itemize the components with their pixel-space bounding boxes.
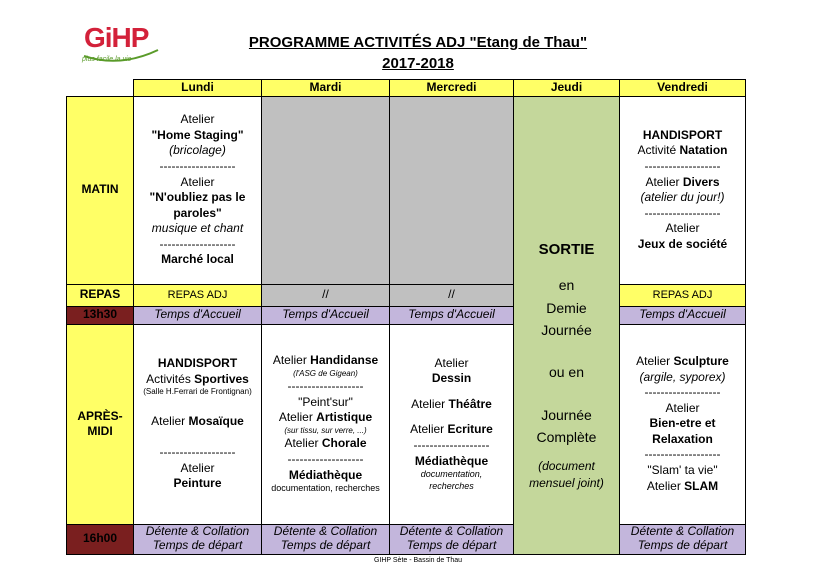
vendredi-accueil: Temps d'Accueil xyxy=(620,306,746,324)
accueil-row xyxy=(67,306,746,324)
page-subtitle: 2017-2018 xyxy=(382,55,454,72)
mardi-apres-midi: Atelier Handidanse (l'ASG de Gigean) ------------------- "Peint'sur" Atelier Artistique (sur tissu, sur verre, ...) Atelier Chorale ------------------- Médiathèque documentation, recherches xyxy=(262,324,390,524)
lundi-apres-midi: HANDISPORT Activités Sportives (Salle H.Ferrari de Frontignan) Atelier Mosaïque ------------------- Atelier Peinture xyxy=(134,324,262,524)
day-header: Vendredi xyxy=(620,80,746,97)
time-1330: 13h30 xyxy=(67,306,134,324)
vendredi-repas: REPAS ADJ xyxy=(620,284,746,306)
mardi-repas: // xyxy=(262,284,390,306)
mercredi-matin xyxy=(390,96,514,284)
mercredi-apres-midi: Atelier Dessin Atelier Théâtre Atelier Ecriture ------------------- Médiathèque documentation, recherches xyxy=(390,324,514,524)
schedule-table xyxy=(66,79,746,555)
mardi-depart: Détente & Collation Temps de départ xyxy=(262,524,390,554)
vendredi-apres-midi: Atelier Sculpture (argile, syporex) ------------------- Atelier Bien-etre et Relaxation ------------------- "Slam' ta vie" Atelier SLAM xyxy=(620,324,746,524)
footer: GIHP Sète - Bassin de Thau xyxy=(373,557,463,564)
vendredi-depart: Détente & Collation Temps de départ xyxy=(620,524,746,554)
day-header: Mercredi xyxy=(390,80,514,97)
lundi-matin: Atelier "Home Staging" (bricolage) ------------------- Atelier "N'oubliez pas le paroles" musique et chant ------------------- Marché local xyxy=(134,96,262,284)
depart-row xyxy=(67,524,746,554)
row-label-apres-midi: APRÈS- MIDI xyxy=(67,324,134,524)
header-row xyxy=(67,80,746,97)
vendredi-matin: HANDISPORT Activité Natation ------------------- Atelier Divers (atelier du jour!) ------------------- Atelier Jeux de société xyxy=(620,96,746,284)
jeudi-column: SORTIE en Demie Journée ou en Journée Complète (document mensuel joint) xyxy=(514,96,620,554)
lundi-accueil: Temps d'Accueil xyxy=(134,306,262,324)
apres-midi-row xyxy=(67,324,746,524)
time-1600: 16h00 xyxy=(67,524,134,554)
mercredi-repas: // xyxy=(390,284,514,306)
mercredi-accueil: Temps d'Accueil xyxy=(390,306,514,324)
mardi-accueil: Temps d'Accueil xyxy=(262,306,390,324)
row-label-matin: MATIN xyxy=(67,96,134,284)
logo-text: GiHP xyxy=(84,22,149,53)
day-header: Jeudi xyxy=(514,80,620,97)
repas-row xyxy=(67,284,746,306)
mardi-matin xyxy=(262,96,390,284)
page-title: PROGRAMME ACTIVITÉS ADJ "Etang de Thau" xyxy=(248,34,588,51)
lundi-depart: Détente & Collation Temps de départ xyxy=(134,524,262,554)
logo-tagline: plus facile la vie xyxy=(82,56,132,63)
corner-cell xyxy=(67,80,134,97)
day-header: Lundi xyxy=(134,80,262,97)
row-label-repas: REPAS xyxy=(67,284,134,306)
mercredi-depart: Détente & Collation Temps de départ xyxy=(390,524,514,554)
day-header: Mardi xyxy=(262,80,390,97)
lundi-repas: REPAS ADJ xyxy=(134,284,262,306)
matin-row xyxy=(67,96,746,284)
